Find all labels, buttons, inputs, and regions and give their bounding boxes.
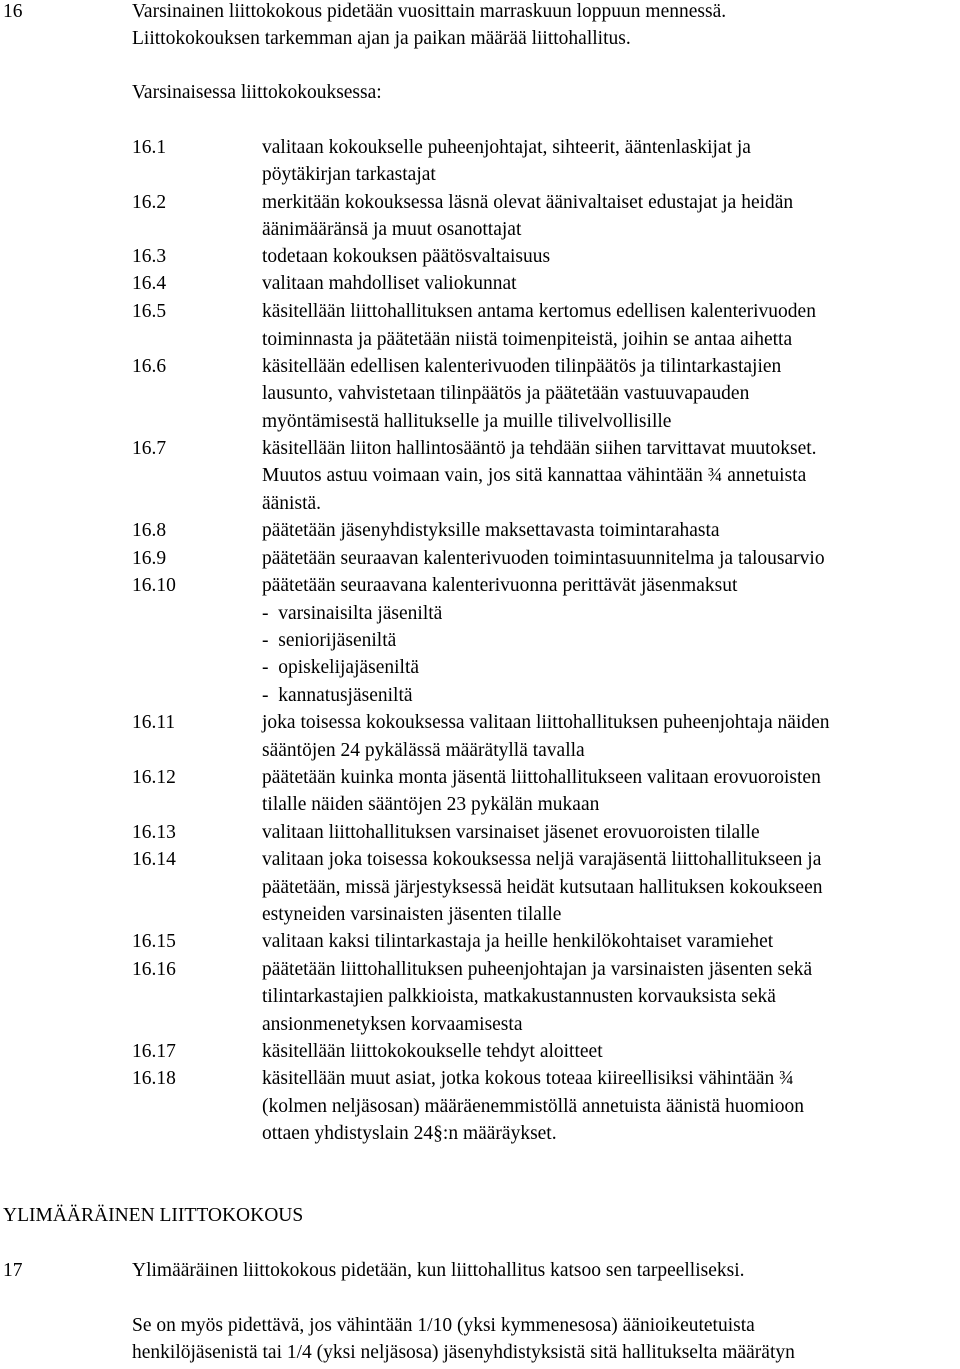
item-number: 16.10 [132,575,176,596]
item-text-line: estyneiden varsinaisten jäsenten tilalle [262,904,562,925]
section-text-line: Liittokokouksen tarkemman ajan ja paikan määrää liittohallitus. [132,28,631,49]
item-text-line: päätetään seuraavan kalenterivuoden toimintasuunnitelma ja talousarvio [262,548,825,569]
item-number: 16.9 [132,548,167,569]
item-number: 16.11 [132,712,176,733]
section-heading: YLIMÄÄRÄINEN LIITTOKOKOUS [3,1205,304,1226]
section-number: 16 [3,1,23,22]
membership-fee-type: - opiskelijajäseniltä [262,657,420,678]
item-text-line: valitaan liittohallituksen varsinaiset jäsenet erovuoroisten tilalle [262,822,760,843]
item-text-line: tilalle näiden sääntöjen 23 pykälän mukaan [262,794,600,815]
item-number: 16.18 [132,1068,176,1089]
item-text-line: käsitellään edellisen kalenterivuoden tilinpäätös ja tilintarkastajien [262,356,782,377]
item-text-line: ansionmenetyksen korvaamisesta [262,1014,523,1035]
section-number: 17 [3,1260,23,1281]
item-number: 16.14 [132,849,176,870]
item-number: 16.5 [132,301,167,322]
section-text-line: Ylimääräinen liittokokous pidetään, kun liittohallitus katsoo sen tarpeelliseksi. [132,1260,745,1281]
item-text-line: merkitään kokouksessa läsnä olevat äänivaltaiset edustajat ja heidän [262,192,794,213]
item-text-line: joka toisessa kokouksessa valitaan liittohallituksen puheenjohtaja näiden [262,712,830,733]
section-text-line: Varsinainen liittokokous pidetään vuosittain marraskuun loppuun mennessä. [132,1,727,22]
item-text-line: lausunto, vahvistetaan tilinpäätös ja päätetään vastuuvapauden [262,383,750,404]
membership-fee-type: - varsinaisilta jäseniltä [262,603,443,624]
item-text-line: todetaan kokouksen päätösvaltaisuus [262,246,551,267]
item-text-line: valitaan kaksi tilintarkastaja ja heille henkilökohtaiset varamiehet [262,931,774,952]
item-number: 16.2 [132,192,167,213]
item-text-line: toiminnasta ja päätetään niistä toimenpiteistä, joihin se antaa aihetta [262,329,793,350]
item-text-line: päätetään seuraavana kalenterivuonna perittävät jäsenmaksut [262,575,738,596]
item-text-line: päätetään jäsenyhdistyksille maksettavasta toimintarahasta [262,520,720,541]
item-text-line: käsitellään liittohallituksen antama kertomus edellisen kalenterivuoden [262,301,816,322]
item-number: 16.7 [132,438,167,459]
item-text-line: äänistä. [262,493,322,514]
item-number: 16.6 [132,356,167,377]
item-number: 16.13 [132,822,176,843]
section-text-line: Se on myös pidettävä, jos vähintään 1/10 (yksi kymmenesosa) äänioikeutetuista [132,1315,755,1336]
section-text-line: henkilöjäsenistä tai 1/4 (yksi neljäsosa) jäsenyhdistyksistä sitä hallitukselta määrätyn [132,1342,795,1363]
item-text-line: tilintarkastajien palkkioista, matkakustannusten korvauksista sekä [262,986,776,1007]
item-number: 16.1 [132,137,167,158]
item-text-line: valitaan mahdolliset valiokunnat [262,273,517,294]
item-number: 16.4 [132,273,167,294]
item-text-line: Muutos astuu voimaan vain, jos sitä kannattaa vähintään ¾ annetuista [262,465,807,486]
item-text-line: äänimääränsä ja muut osanottajat [262,219,522,240]
section-lead: Varsinaisessa liittokokouksessa: [132,82,382,103]
item-text-line: päätetään, missä järjestyksessä heidät kutsutaan hallituksen kokoukseen [262,877,823,898]
membership-fee-type: - kannatusjäseniltä [262,685,413,706]
item-text-line: sääntöjen 24 pykälässä määrätyllä tavalla [262,740,585,761]
membership-fee-type: - seniorijäseniltä [262,630,397,651]
item-number: 16.17 [132,1041,176,1062]
item-number: 16.8 [132,520,167,541]
item-number: 16.15 [132,931,176,952]
item-number: 16.16 [132,959,176,980]
item-number: 16.12 [132,767,176,788]
item-number: 16.3 [132,246,167,267]
item-text-line: käsitellään liiton hallintosääntö ja tehdään siihen tarvittavat muutokset. [262,438,817,459]
item-text-line: päätetään liittohallituksen puheenjohtajan ja varsinaisten jäsenten sekä [262,959,813,980]
item-text-line: valitaan joka toisessa kokouksessa neljä varajäsentä liittohallitukseen ja [262,849,822,870]
item-text-line: käsitellään liittokokoukselle tehdyt aloitteet [262,1041,603,1062]
item-text-line: pöytäkirjan tarkastajat [262,164,436,185]
item-text-line: ottaen yhdistyslain 24§:n määräykset. [262,1123,557,1144]
item-text-line: päätetään kuinka monta jäsentä liittohallitukseen valitaan erovuoroisten [262,767,821,788]
item-text-line: (kolmen neljäsosan) määräenemmistöllä annetuista äänistä huomioon [262,1096,805,1117]
item-text-line: valitaan kokoukselle puheenjohtajat, sihteerit, ääntenlaskijat ja [262,137,751,158]
item-text-line: myöntämisestä hallitukselle ja muille tilivelvollisille [262,411,672,432]
item-text-line: käsitellään muut asiat, jotka kokous toteaa kiireellisiksi vähintään ¾ [262,1068,794,1089]
